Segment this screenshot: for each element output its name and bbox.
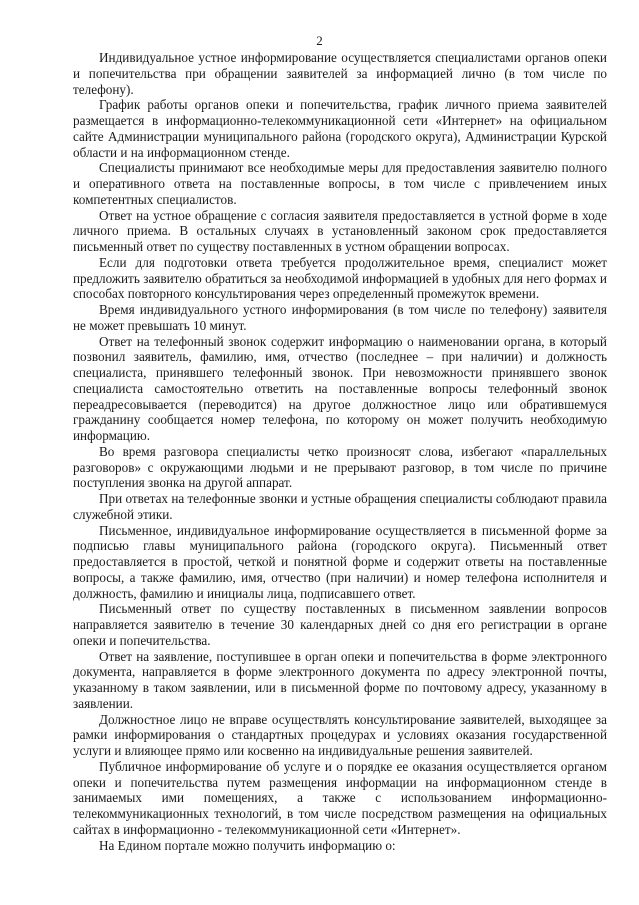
paragraph-work-schedule: График работы органов опеки и попечительства, график личного приема заявителей размещается в информационно-телекоммуникационной сети «Интернет» на официальном сайте Администрации муниципального района (городского округа), Администрации Курской области и на информационном стенде. [73, 97, 607, 160]
paragraph-oral-answer: Ответ на устное обращение с согласия заявителя предоставляется в устной форме в ходе личного приема. В остальных случаях в установленный законом срок предоставляется письменный ответ по существу поставленных в устном обращении вопросах. [73, 207, 607, 254]
paragraph-public-informing: Публичное информирование об услуге и о порядке ее оказания осуществляется органом опеки и попечительства путем размещения информации на информационном стенде в занимаемых ими помещениях, а также с использованием информационно-телекоммуникационных технологий, в том числе посредством размещения на официальных сайтах в информационно - телекоммуникационной сети «Интернет». [73, 758, 607, 837]
paragraph-written-informing: Письменное, индивидуальное информирование осуществляется в письменной форме за подписью главы муниципального района (городского округа). Письменный ответ предоставляется в простой, четкой и понятной форме и содержит ответы на поставленные вопросы, а также фамилию, имя, отчество (при наличии) и номер телефона исполнителя и должность, фамилию и инициалы лица, подписавшего ответ. [73, 522, 607, 601]
paragraph-consulting-limits: Должностное лицо не вправе осуществлять консультирование заявителей, выходящее за рамки информирования о стандартных процедурах и условиях оказания государственной услуги и влияющее прямо или косвенно на индивидуальные решения заявителей. [73, 711, 607, 758]
paragraph-phone-answer: Ответ на телефонный звонок содержит информацию о наименовании органа, в который позвонил заявитель, фамилию, имя, отчество (последнее – при наличии) и должность специалиста, принявшего телефонный звонок. При невозможности принявшего звонок специалиста самостоятельно ответить на поставленные вопросы телефонный звонок переадресовывается (переводится) на другое должностное лицо или обратившемуся гражданину сообщается номер телефона, по которому он может получить необходимую информацию. [73, 333, 607, 443]
paragraph-time-limit: Время индивидуального устного информирования (в том числе по телефону) заявителя не может превышать 10 минут. [73, 302, 607, 333]
paragraph-individual-oral-informing: Индивидуальное устное информирование осуществляется специалистами органов опеки и попечительства при обращении заявителей за информацией лично (в том числе по телефону). [73, 50, 607, 97]
paragraph-long-preparation: Если для подготовки ответа требуется продолжительное время, специалист может предложить заявителю обратиться за необходимой информацией в удобных для него формах и способах повторного консультирования через определенный промежуток времени. [73, 254, 607, 302]
paragraph-specialists-measures: Специалисты принимают все необходимые меры для предоставления заявителю полного и оперативного ответа на поставленные вопросы, в том числе с привлечением иных компетентных специалистов. [73, 160, 607, 207]
paragraph-unified-portal: На Едином портале можно получить информацию о: [99, 837, 396, 853]
paragraph-electronic-answer: Ответ на заявление, поступившее в орган опеки и попечительства в форме электронного документа, направляется в форме электронного документа по адресу электронной почты, указанному в таком заявлении, или в письменной форме по почтовому адресу, указанному в заявлении. [73, 648, 607, 711]
document-body [73, 50, 607, 853]
paragraph-service-ethics: При ответах на телефонные звонки и устные обращения специалисты соблюдают правила служебной этики. [73, 491, 608, 522]
page-number: 2 [316, 33, 323, 48]
paragraph-conversation-rules: Во время разговора специалисты четко произносят слова, избегают «параллельных разговоров» с окружающими людьми и не прерывают разговор, в том числе по причине поступления звонка на другой аппарат. [73, 443, 607, 491]
paragraph-written-answer-term: Письменный ответ по существу поставленных в письменном заявлении вопросов направляется заявителю в течение 30 календарных дней со дня его регистрации в органе опеки и попечительства. [73, 601, 607, 648]
